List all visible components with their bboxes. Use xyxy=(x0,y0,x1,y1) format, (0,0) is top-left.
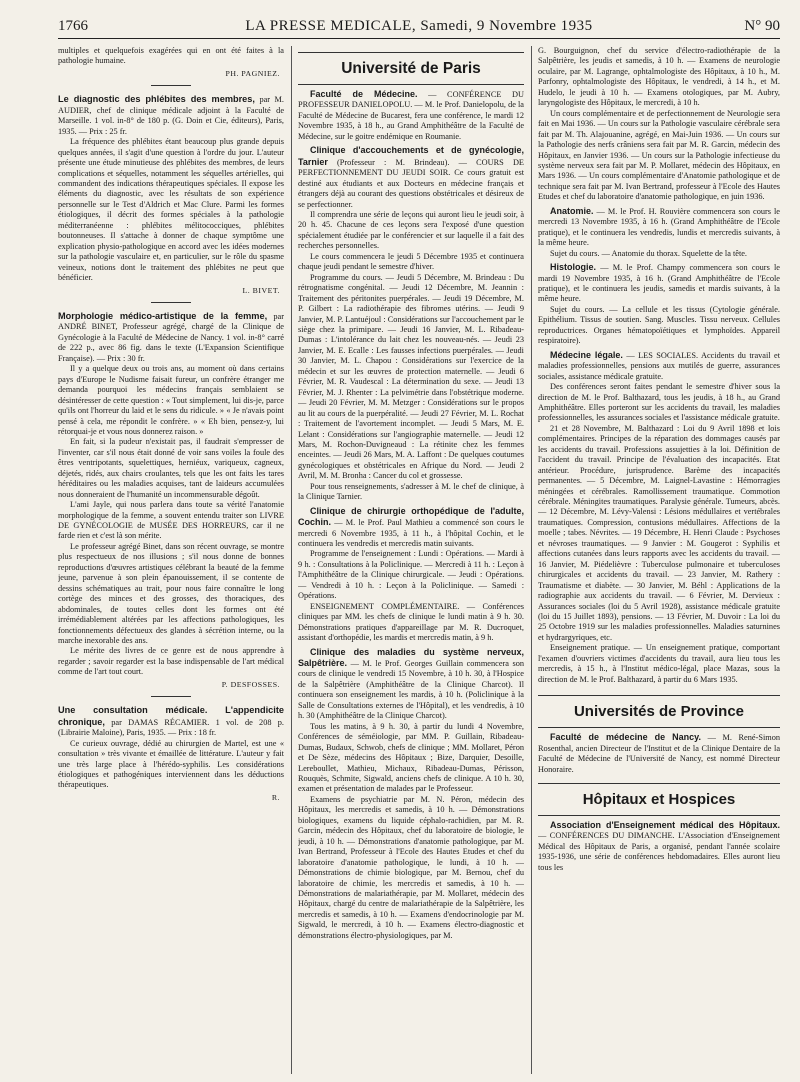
notice-paragraph: Enseignement pratique. — Un enseignement pratique, comportant l'examen d'ouvriers victimes d'accidents du travail, aura lieu tous les mercredis, à 15 h., à l'Institut médico-légal, place Mazas, sous la direction de M. le Prof. Balthazard, à partir du 6 Mars 1935. xyxy=(538,643,780,684)
column-divider xyxy=(291,46,292,1074)
section-title: Universités de Province xyxy=(573,703,745,721)
notice-body: — CONFÉRENCES DU DIMANCHE. L'Association d'Enseignement Médical des Hôpitaux de Paris, a organisé, pendant l'année scolaire 1935-1936, une série de conférences hebdomadaires. Elles auront lieu tous les xyxy=(538,831,780,872)
signature: R. xyxy=(271,792,280,802)
section-title: Hôpitaux et Hospices xyxy=(582,791,736,808)
section-rule xyxy=(298,84,524,85)
notice-heading: Anatomie. xyxy=(550,205,594,216)
review-paragraph: Le professeur agrégé Binet, dans son récent ouvrage, se montre plus respectueux de nos illusions ; s'il nous donne de bonnes reproductions d'œuvres artistiques célébrant la beauté de la femme jeune, parvenue à son plein épanouissement, il se contente de dessins schématiques au trait, pour nous faire connaître le long cortège des minces et des grosses, des thoraciques, des abdominales, de toutes celles dont les formes ont été irrémédiablement altérées par les affections pathologiques, les fonctionnements défectueux des glandes à sécrétion interne, ou la marche inexorable des ans. xyxy=(58,541,284,646)
separator xyxy=(151,302,191,303)
notice-heading: Faculté de médecine de Nancy. xyxy=(550,732,701,743)
notice-heading: Association d'Enseignement médical des Hôpitaux. xyxy=(550,820,780,830)
signature: P. DESFOSSES. xyxy=(221,679,280,689)
page-number: 1766 xyxy=(58,18,88,34)
course-subject: Sujet du cours. — Anatomie du thorax. Squelette de la tête. xyxy=(550,248,748,258)
notice-heading: Clinique de chirurgie orthopédique de l'adulte, Cochin. xyxy=(298,505,524,528)
section-rule xyxy=(298,52,524,53)
page-header xyxy=(58,14,780,39)
separator xyxy=(151,85,191,86)
notice-body: — M. le Prof. Paul Mathieu a commencé son cours le mercredi 6 Novembre 1935, à 11 h., à l'hôpital Cochin, et le continuera les vendredis et mercredis matin suivants. xyxy=(298,518,524,549)
notice-paragraph: Le cours commencera le jeudi 5 Décembre 1935 et continuera chaque jeudi pendant le semestre d'hiver. xyxy=(298,251,524,272)
notice-paragraph: Programme de l'enseignement : Lundi : Opérations. — Mardi à 9 h. : Consultations à la Policlinique. — Mercredi à 11 h. : Leçon à l'Amphithéâtre de la Clinique chirurgicale. — Jeudi : Opérations. — Vendredi à 10 h. : Leçon à la Policlinique. — Samedi : Opérations. xyxy=(298,549,524,601)
review-title: Une consultation médicale. L'appendicite chronique, xyxy=(58,705,284,727)
signature: L. BIVET. xyxy=(242,285,280,295)
notice-paragraph: Pour tous renseignements, s'adresser à M. le chef de clinique, à la Clinique Tarnier. xyxy=(298,481,524,502)
intro-text: multiples et quelquefois exagérées qui en ont été faites à la pathologie humaine. xyxy=(58,46,284,66)
notice-paragraph: Il comprendra une série de leçons qui auront lieu le jeudi soir, à 20 h. 45. Chacune de ces leçons sera l'exposé d'une question spécialement étudiée par le conférencier et sur laquelle il a fait des recherches personnelles. xyxy=(298,209,524,251)
notice-heading: Clinique d'accouchements et de gynécologie, Tarnier xyxy=(298,145,524,167)
review-title: Morphologie médico-artistique de la femme, xyxy=(58,310,268,321)
separator xyxy=(151,696,191,697)
review-paragraph: En fait, si la pudeur n'existait pas, il faudrait s'empresser de l'inventer, car s'il nous était donné de voir sans voiles la foule des êtres ventripotants, squelettiques, herniéux, variqueux, cagneux, déjetés, ridés, aux chairs croulantes, tels que les ont faits les tares héréditaires ou les maladies acquises, tant de laideurs accumulées nous donneraient de l'humanité un incommensurable dégoût. xyxy=(58,437,284,499)
notice-paragraph: Tous les matins, à 9 h. 30, à partir du lundi 4 Novembre, Conférences de séméiologie, par MM. P. Guillain, Ribadeau-Dumas, Budaux, Schwob, chefs de clinique ; MM. Mollaret, Péron et De Sèze, médecins des Hôpitaux ; Bize, Darquier, Desoille, Lereboullet, Mathieu, Michaux, Ribadeau-Dumas, Périsson, Rouquès, Schmite, Sigwald, anciens chefs de clinique. A 10 h. 30, examen et présentation de malades par le Professeur. xyxy=(298,721,524,794)
notice-body: — M. le Prof. Georges Guillain commencera son cours de clinique le vendredi 15 Novembre, à 10 h. 30, à l'Hospice de la Salpêtrière (Amphithéâtre de la Clinique Charcot). Il continuera son enseignement les mardis, à 10 h. (Policlinique à la Salle de Consultations externes de l'Hôpital), et les vendredis, à 10 h. 30 (Amphithéâtre de la Clinique Charcot). xyxy=(298,659,524,721)
notice-paragraph: Des conférences seront faites pendant le semestre d'hiver sous la direction de M. le Prof. Balthazard, tous les jeudis, à 18 h., au Grand Amphithéâtre. Elles porteront sur les accidents du travail, les maladies professionnelles, les assurances sociales et l'assistance médicale gratuite. xyxy=(538,382,780,423)
notice-heading: Clinique des maladies du système nerveux, Salpêtrière. xyxy=(298,646,524,669)
section-rule xyxy=(538,695,780,696)
section-title: Université de Paris xyxy=(341,60,481,77)
notice-heading: Faculté de Médecine. xyxy=(310,89,418,99)
column-reviews xyxy=(58,46,284,1076)
review-reference: par M. AUDIER, chef de clinique médicale adjoint à la Faculté de Marseille. 1 vol. in-8° de 180 p. (G. Doin et Cie, éditeurs), Paris, 1935. — Prix : 25 fr. xyxy=(58,95,284,136)
notice-body: — M. le Prof. H. Rouvière commencera son cours le mercredi 13 Novembre 1935, à 16 h. (Grand Amphithéâtre de l'Ecole pratique), et le continuera les vendredis, lundis et mercredis suivants, à la même heure. xyxy=(538,206,780,248)
review-title: Le diagnostic des phlébites des membres, xyxy=(58,94,255,105)
notice-body: — LES SOCIALES. Accidents du travail et maladies professionnelles, pensions aux mutilés de guerre, assurances sociales, assistance médicale gratuite. xyxy=(538,350,780,381)
notice-body: — CONFÉRENCE DU PROFESSEUR DANIELOPOLU. — M. le Prof. Danielopolu, de la Faculté de Médecine de Bucarest, fera une conférence, le mardi 12 Novembre 1935, à 18 h., au Grand Amphithéâtre de la Faculté de Médecine, sur le goitre endémique en Roumanie. xyxy=(298,90,524,141)
review-body: Ce curieux ouvrage, dédié au chirurgien de Martel, est une « consultation » très vivante et émaillée de littérature. L'auteur y fait une très large place à l'hérédo-syphilis. Les considérations étiologiques et pathogéniques interviennent dans les déductions thérapeutiques. xyxy=(58,738,284,790)
signature: PH. PAGNIEZ. xyxy=(225,68,280,78)
column-divider xyxy=(531,46,532,1074)
review-reference: par ANDRÉ BINET, Professeur agrégé, chargé de la Clinique de Gynécologie à la Faculté de Médecine de Nancy. 1 vol. in-8° carré de 222 p., avec 86 fig. dans le texte (L'Expansion Scientifique Française). — Prix : 30 fr. xyxy=(58,311,284,363)
review-paragraph: Le mérite des livres de ce genre est de nous apprendre à regarder ; savoir regarder est la base indispensable de l'art médical comme de l'art tout court. xyxy=(58,646,284,677)
journal-title: LA PRESSE MEDICALE, Samedi, 9 Novembre 1935 xyxy=(245,18,593,34)
notice-heading: Histologie. xyxy=(550,262,597,273)
column-universite-paris xyxy=(298,46,524,1076)
course-subject: Sujet du cours. — La cellule et les tissus (Cytologie générale. Epithélium. Tissus de soutien. Sang. Muscles. Tissu nerveux. Cellules reproductrices. Organes hématopoïétiques et lymphoïdes. Appareil respiratoire). xyxy=(538,304,780,346)
column-continued xyxy=(538,46,780,1076)
review-reference: par DAMAS RÉCAMIER. 1 vol. de 208 p. (Librairie Maloine), Paris, 1935. — Prix : 18 fr. xyxy=(58,717,284,738)
review-paragraph: Il y a quelque deux ou trois ans, au moment où dans certains pays d'Europe le Nudisme faisait fureur, un confrère étranger me demanda pourquoi les médecins français semblaient se désintéresser de cette question : « Tout simplement, lui dis-je, parce qu'ils ont l'horreur du laid et le sens du ridicule. » « Je n'avais point pensé à cela, me répondit le confrère. » « Eh bien, pensez-y, lui rétorquai-je et vous nous donnerez raison. » xyxy=(58,364,284,436)
notice-paragraph: Examens de psychiatrie par M. N. Péron, médecin des Hôpitaux, les mercredis et samedis, à 10 h. — Démonstrations biologiques, examens du liquide céphalo-rachidien, par M. R. Garcin, médecin des Hôpitaux, chef du laboratoire de biologie, le jeudi, à 10 h. — Démonstrations d'anatomie pathologique, par M. Ivan Bertrand, Professeur à l'Ecole des Hautes Etudes et chef du laboratoire d'anatomie pathologique, le lundi, à 10 h. — Démonstrations de chimie biologique, par M. Bernou, chef du laboratoire de chimie, les mercredis et samedis, à 10 h. — Démonstrations de malariathérapie, par M. Mollaret, médecin des Hôpitaux, chargé du centre de malariathérapie de la Salpêtrière, les mercredis et samedis, à 10 h. — Examens d'endocrinologie par M. Sigwald, le mercredi, à 10 h. — Examens électro-diagnostic et démonstrations électro-physiologiques, par M. xyxy=(298,794,524,940)
review-paragraph: L'ami Jayle, qui nous parlera dans toute sa vérité l'anatomie morphologique de la femme, a souvent entendu traiter son LIVRE DE GYNÉCOLOGIE de MUSÉE DES HORREURS, car il ne farde rien et c'est là son mérite. xyxy=(58,500,284,541)
notice-paragraph: ENSEIGNEMENT COMPLÉMENTAIRE. — Conférences cliniques par MM. les chefs de clinique le lundi matin à 9 h. 30. Démonstrations pratiques d'appareillage par M. R. Ducroquet, assistant d'orthopédie, les mardis et mercredis matin, à 9 h. xyxy=(298,601,524,643)
notice-body: — M. René-Simon Rosenthal, ancien Directeur de l'Institut et de la Clinique Dentaire de la Faculté de Médecine de l'Université de Nancy, est nommé Directeur Honoraire. xyxy=(538,733,780,774)
notice-paragraph: Programme du cours. — Jeudi 5 Décembre, M. Brindeau : Du rétrognatisme congénital. — Jeudi 12 Décembre, M. Jeannin : Traitement des péritonites puerpérales. — Jeudi 19 Décembre, M. P. Gilbert : La radiothérapie des fibromes utérins. — Jeudi 9 Janvier, M. P. Lantuéjoul : Considérations sur l'accouchement par le siège chez la primipare. — Jeudi 16 Janvier, M. L. Ribadeau-Dumas : L'intolérance du lait chez les nouveau-nés. — Jeudi 23 Janvier, M. E. Ecalle : Les fausses infections puerpérales. — Jeudi 30 Janvier, M. L. Chapou : Considérations sur l'exercice de la médecin et sur les œuvres de protection maternelle. — Jeudi 6 Février, M. R. Vaudescal : La détermination du sexe. — Jeudi 13 Février, M. J. Rhenter : La pelvimétrie dans l'obstétrique moderne. — Jeudi 20 Février, M. M. Metzger : Considérations sur le propos au lit au cours de la puerpéralité. — Jeudi 27 Février, M. L. Rochat : Traitement de l'avortement incomplet. — Jeudi 5 Mars, M. E. Lelant : Considérations sur l'angiographie maternelle. — Jeudi 12 Mars, M. Rochon-Duvigneaud : La rétinite chez les femmes enceintes. — Jeudi 26 Mars, M. A. Laffont : De quelques coutumes gynécologiques et obstétricales en Afrique du Nord. — Jeudi 2 Avril, M. M. Bronha : Cancer du col et grossesse. xyxy=(298,272,524,481)
section-rule xyxy=(538,727,780,728)
notice-body: (Professeur : M. Brindeau). — COURS DE PERFECTIONNEMENT DU JEUDI SOIR. Ce cours gratuit est destiné aux étudiants et aux Docteurs en médecine français et étrangers déjà au courant des questions obstétricales et désireux de se perfectionner. xyxy=(298,157,524,209)
section-rule xyxy=(538,815,780,816)
notice-heading: Médecine légale. xyxy=(550,349,623,360)
notice-body: — M. le Prof. Champy commencera son cours le mardi 19 Novembre 1935, à 16 h. (Grand Amphithéâtre de l'Ecole pratique), et le continuera les jeudis, samedis et mardis suivants, à la même heure. xyxy=(538,263,780,304)
review-body: La fréquence des phlébites étant beaucoup plus grande depuis quelques années, il s'agit d'une question à l'ordre du jour. L'auteur présente une étude minutieuse des phlébites des membres, de leurs complications et séquelles, notamment les séquelles artérielles, qui commandent des indications thérapeutiques spéciales. Il expose les éléments du diagnostic, avec les résultats de son expérience personnelle sur le Test d'Aldrich et Mac Clure. Parmi les formes étiologiques, il décrit des formes spéciales à la pathologie méditerranéenne : phlébites mélitococciques, phlébites boutonneuses. Il s'attache à donner de chaque symptôme une explication physio-pathologique en accord avec les idées modernes sur la pathologie vasculaire et, en particulier, sur le rôle du spasme veineux, notions dont le traitement des phlébites ne peut que bénéficier. xyxy=(58,137,284,283)
notice-paragraph: Un cours complémentaire et de perfectionnement de Neurologie sera fait en Mai 1936. — Un cours sur la Pathologie vasculaire cérébrale sera fait par M. Th. Alajouanine, agrégé, en Mai-Juin 1936. — Un cours sur la Pathologie des nerfs crâniens sera fait par M. R. Garcin, médecin des Hôpitaux, en Janvier 1936. — Un cours sur la Pathologie infectieuse du système nerveux sera fait par M. P. Mollaret, médecin des Hôpitaux, en Mars 1936. — Un cours complémentaire d'Anatomie pathologique et de technique sera fait par M. Ivan Bertrand, professeur à l'Ecole des Hautes Etudes et chef du laboratoire d'anatomie pathologique, en juin 1936. xyxy=(538,108,780,202)
issue-number: N° 90 xyxy=(744,18,780,34)
section-rule xyxy=(538,783,780,784)
notice-paragraph: G. Bourguignon, chef du service d'électro-radiothérapie de la Salpêtrière, les jeudis et samedis, à 10 h. — Examens de neurologie oculaire, par M. Lagrange, ophtalmologiste des Hôpitaux, à 10 h., M. Parfonry, ophtalmologiste des Hôpitaux, le vendredi, à 14 h., et M. Hudelo, le jeudi à 10 h. — Examens otologiques, par M. Aubry, laryngologiste des Hôpitaux, le mercredi, à 10 h. xyxy=(538,46,780,108)
notice-paragraph: 21 et 28 Novembre, M. Balthazard : Loi du 9 Avril 1898 et lois complémentaires. Principes de la réparation des dommages causés par les accidents du travail. Professions assujetties à la loi. Définition de l'accident du travail. Principe de l'évaluation des incapacités. Etat antérieur. Procédure, jurisprudence. Barème des incapacités permanentes. — 5 Décembre, M. Laignel-Lavastine : Hémorragies méningées et cérébrales. Ramollissement traumatique. Commotion cérébrale. Méningites traumatiques. Paralysie générale. Tumeurs, abcès. — 12 Décembre, M. Lévy-Valensi : Lésions médullaires et vertébrales traumatiques. Compression, contusions médullaires. Affections de la moelle ; tabes. Névrites. — 19 Décembre, H. Henri Claude : Psychoses et névroses traumatiques. — 9 Janvier : M. Gougerot : Syphilis et affections cutanées dans leurs rapports avec les accidents du travail. — 16 Janvier, M. Piédelièvre : Tuberculose pulmonaire et tuberculoses chirurgicales et accidents du travail. — 23 Janvier, M. Rathery : Traumatisme et diabète. — 30 Janvier, M. Béhl : Applications de la radiographie aux accidents du travail. — 6 Février, M. Dervieux : Assurances sociales (loi du 5 Avril 1928), assistance médicale gratuite (loi du 15 Juillet 1893), pensions. — 13 Février, M. Duvoir : La loi du 25 Octobre 1919 sur les maladies professionnelles. Maladies saturnines et hydrargyriques, etc. xyxy=(538,423,780,642)
